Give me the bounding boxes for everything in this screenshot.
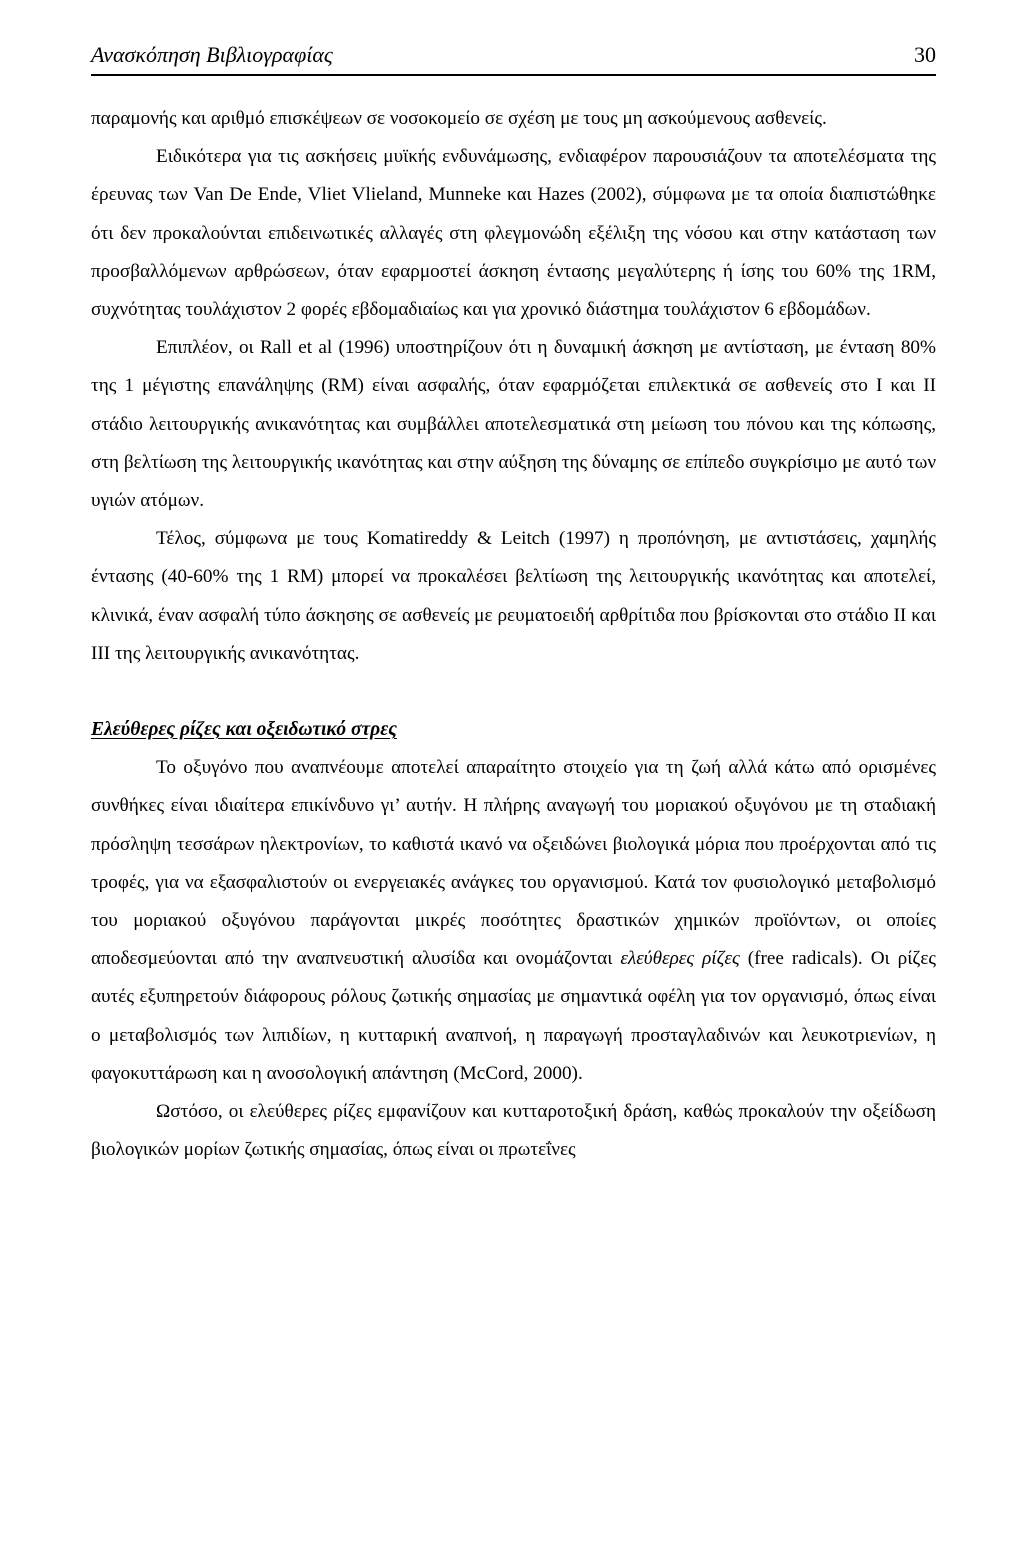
document-body xyxy=(91,100,936,1169)
running-header xyxy=(91,34,936,74)
italic-term: ελεύθερες ρίζες xyxy=(620,948,740,970)
paragraph-text: (free radicals). Οι ρίζες αυτές εξυπηρετούν διάφορους ρόλους ζωτικής σημασίας με σημαντικά οφέλη για τον οργανισμό, όπως είναι ο μεταβολισμός των λιπιδίων, η κυτταρική αναπνοή, η παραγωγή προσταγλαδινών και λευκοτριενίων, η φαγοκυττάρωση και η ανοσολογική απάντηση (McCord, 2000). xyxy=(91,948,937,1084)
paragraph-dynamic-exercise: Επιπλέον, οι Rall et al (1996) υποστηρίζουν ότι η δυναμική άσκηση με αντίσταση, με ένταση 80% της 1 μέγιστης επανάληψης (RM) είναι ασφαλής, όταν εφαρμόζεται επιλεκτικά σε ασθενείς στο I και II στάδιο λειτουργικής ανικανότητας και συμβάλλει αποτελεσματικά στη μείωση του πόνου και της κόπωσης, στη βελτίωση της λειτουργικής ικανότητας και στην αύξηση της δύναμης σε επίπεδο συγκρίσιμο με αυτό των υγιών ατόμων. xyxy=(91,337,936,512)
page-number: 30 xyxy=(914,42,936,67)
header-title: Ανασκόπηση Βιβλιογραφίας xyxy=(91,42,333,67)
section-heading: Ελεύθερες ρίζες και οξειδωτικό στρες xyxy=(91,719,397,741)
paragraph-free-radicals xyxy=(91,749,936,1093)
paragraph-strength-training: Ειδικότερα για τις ασκήσεις μυϊκής ενδυνάμωσης, ενδιαφέρον παρουσιάζουν τα αποτελέσματα της έρευνας των Van De Ende, Vliet Vlieland, Munneke και Hazes (2002), σύμφωνα με τα οποία διαπιστώθηκε ότι δεν προκαλούνται επιδεινωτικές αλλαγές στη φλεγμονώδη εξέλιξη της νόσου και στην κατάσταση των προσβαλλόμενων αρθρώσεων, όταν εφαρμοστεί άσκηση έντασης μεγαλύτερης ή ίσης του 60% της 1RM, συχνότητας τουλάχιστον 2 φορές εβδομαδιαίως και για χρονικό διάστημα τουλάχιστον 6 εβδομάδων. xyxy=(91,146,936,321)
paragraph-resistance-training: Τέλος, σύμφωνα με τους Komatireddy & Leitch (1997) η προπόνηση, με αντιστάσεις, χαμηλής έντασης (40-60% της 1 RM) μπορεί να προκαλέσει βελτίωση της λειτουργικής ικανότητας και αποτελεί, κλινικά, έναν ασφαλή τύπο άσκησης σε ασθενείς με ρευματοειδή αρθρίτιδα που βρίσκονται στο στάδιο II και III της λειτουργικής ανικανότητας. xyxy=(91,528,936,664)
paragraph-cytotoxic: Ωστόσο, οι ελεύθερες ρίζες εμφανίζουν και κυτταροτοξική δράση, καθώς προκαλούν την οξείδωση βιολογικών μορίων ζωτικής σημασίας, όπως είναι οι πρωτεΐνες xyxy=(91,1101,936,1161)
header-divider xyxy=(91,74,936,76)
section-spacer xyxy=(91,673,936,711)
paragraph-text: Το οξυγόνο που αναπνέουμε αποτελεί απαραίτητο στοιχείο για τη ζωή αλλά κάτω από ορισμένες συνθήκες είναι ιδιαίτερα επικίνδυνο γι’ αυτήν. Η πλήρης αναγωγή του μοριακού οξυγόνου με τη σταδιακή πρόσληψη τεσσάρων ηλεκτρονίων, το καθιστά ικανό να οξειδώνει βιολογικά μόρια που προέρχονται από τις τροφές, για να εξασφαλιστούν οι ενεργειακές ανάγκες του οργανισμού. Κατά τον φυσιολογικό μεταβολισμό του μοριακού οξυγόνου παράγονται μικρές ποσότητες δραστικών χημικών προϊόντων, οι οποίες αποδεσμεύονται από την αναπνευστική αλυσίδα και ονομάζονται xyxy=(91,757,936,970)
paragraph-continuation: παραμονής και αριθμό επισκέψεων σε νοσοκομείο σε σχέση με τους μη ασκούμενους ασθενείς. xyxy=(91,108,827,129)
